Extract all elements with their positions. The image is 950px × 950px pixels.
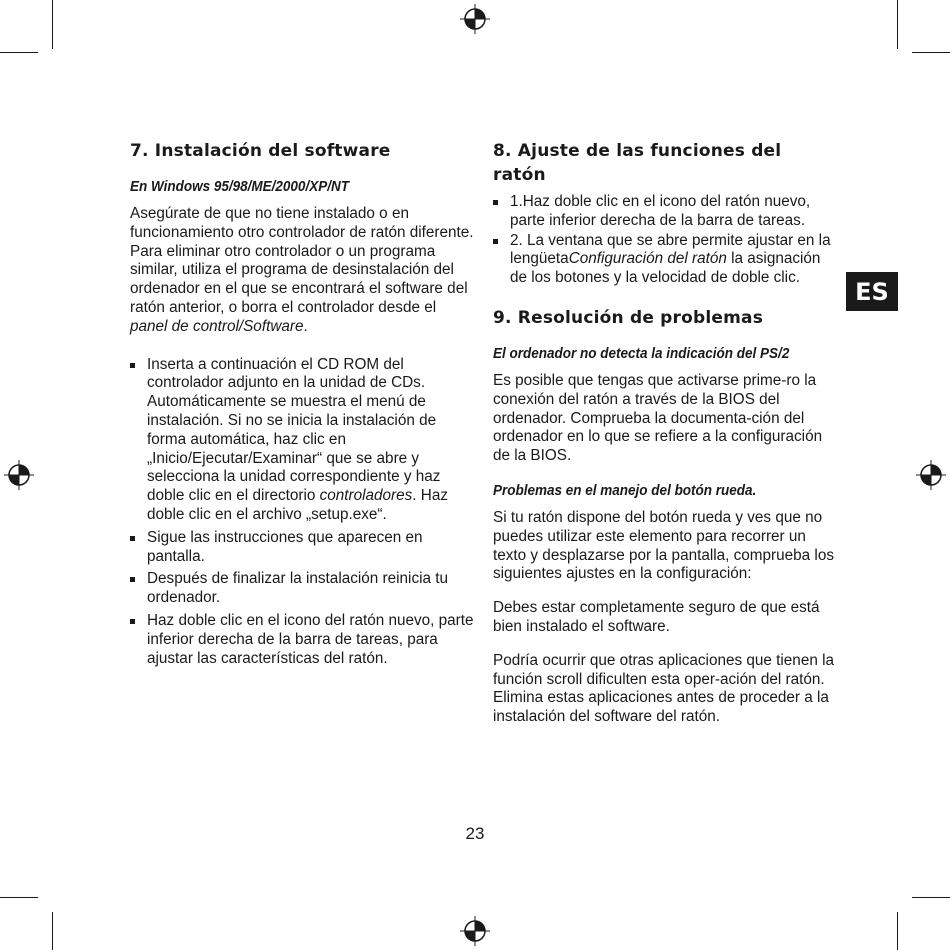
- bullet-icon: [493, 200, 498, 205]
- left-column: [130, 139, 475, 668]
- language-tab: ES: [846, 272, 898, 311]
- ps2-paragraph: Es posible que tengas que activarse prime-ro la conexión del ratón a través de la BIOS del ordenador. Comprueba la documenta-ción del ordenador en lo que se refiere a la configuración de la BIOS.: [493, 371, 823, 465]
- scroll-apps-paragraph: Podría ocurrir que otras aplicaciones que tienen la función scroll dificulten esta oper-ación del ratón. Elimina estas aplicaciones antes de proceder a la instalación del software del ratón.: [493, 651, 834, 726]
- subheading-ps2: El ordenador no detecta la indicación del PS/2: [493, 344, 790, 362]
- list-item: [130, 612, 475, 668]
- bullet-icon: [130, 577, 135, 582]
- crop-mark-top-left-v: [52, 0, 53, 49]
- page-number: 23: [465, 824, 485, 843]
- right-column: [493, 139, 838, 727]
- subheading-wheel: Problemas en el manejo del botón rueda.: [493, 481, 757, 499]
- wheel-paragraph: Si tu ratón dispone del botón rueda y ves que no puedes utilizar este elemento para recorrer un texto y desplazarse por la pantalla, comprueba los siguientes ajustes en la configuración:: [493, 508, 834, 583]
- list-item-text: Inserta a continuación el CD ROM del controlador adjunto en la unidad de CDs. Automáticamente se muestra el menú de instalación. Si no se inicia la instalación de forma automática, haz clic en „Inicio/Ejecutar/Examinar“ que se abre y selecciona la unidad correspondiente y haz doble clic en el directorio: [147, 355, 441, 505]
- registration-mark-icon: [460, 4, 490, 34]
- list-item-text: Sigue las instrucciones que aparecen en pantalla.: [147, 528, 423, 565]
- bullet-icon: [130, 363, 135, 368]
- registration-mark-icon: [4, 460, 34, 490]
- registration-mark-icon: [916, 460, 946, 490]
- subheading-windows: En Windows 95/98/ME/2000/XP/NT: [130, 178, 349, 195]
- crop-mark-bottom-right-h: [912, 897, 950, 898]
- mouse-functions-list: [493, 193, 838, 288]
- list-item-text-end: . Haz doble clic en el archivo „setup.exe“.: [147, 487, 448, 523]
- list-item-italic: Configuración del ratón: [568, 250, 727, 268]
- bullet-icon: [493, 239, 498, 244]
- crop-mark-top-left-h: [0, 52, 38, 53]
- crop-mark-top-right-v: [897, 0, 898, 49]
- crop-mark-top-right-h: [912, 52, 950, 53]
- list-item-italic: controladores: [319, 487, 413, 505]
- list-item-text: 1.Haz doble clic en el icono del ratón nuevo, parte inferior derecha de la barra de tareas.: [510, 193, 811, 229]
- intro-italic-text: panel de control/Software: [130, 317, 304, 335]
- section-title-installation: 7. Instalación del software: [130, 141, 391, 161]
- registration-mark-icon: [460, 916, 490, 946]
- list-item: [130, 529, 475, 567]
- section-title-mouse-functions: 8. Ajuste de las funciones del ratón: [493, 141, 782, 185]
- intro-text-end: .: [303, 317, 308, 335]
- section-title-troubleshooting: 9. Resolución de problemas: [493, 307, 764, 328]
- list-item-text: 2. La ventana que se abre permite ajustar en la lengüeta: [510, 231, 831, 268]
- list-item-text: Haz doble clic en el icono del ratón nuevo, parte inferior derecha de la barra de tareas, para ajustar las características del ratón.: [147, 611, 474, 667]
- installation-steps-list: [130, 356, 475, 669]
- crop-mark-bottom-left-v: [52, 912, 53, 950]
- list-item-text: Después de finalizar la instalación reinicia tu ordenador.: [147, 570, 449, 607]
- list-item: [130, 570, 475, 608]
- crop-mark-bottom-left-h: [0, 897, 38, 898]
- crop-mark-bottom-right-v: [897, 912, 898, 950]
- software-paragraph: Debes estar completamente seguro de que está bien instalado el software.: [493, 599, 820, 635]
- bullet-icon: [130, 536, 135, 541]
- list-item: [130, 356, 475, 525]
- list-item: [493, 232, 838, 288]
- bullet-icon: [130, 619, 135, 624]
- intro-paragraph: [130, 205, 475, 337]
- list-item-text-end: la asignación de los botones y la velocidad de doble clic.: [510, 250, 821, 287]
- intro-text: Asegúrate de que no tiene instalado o en funcionamiento otro controlador de ratón diferente. Para eliminar otro controlador o un programa similar, utiliza el programa de desinstalación del ordenador en el que se encontrará el software del ratón anterior, o borra el controlador desde el: [130, 205, 474, 316]
- list-item: [493, 193, 838, 231]
